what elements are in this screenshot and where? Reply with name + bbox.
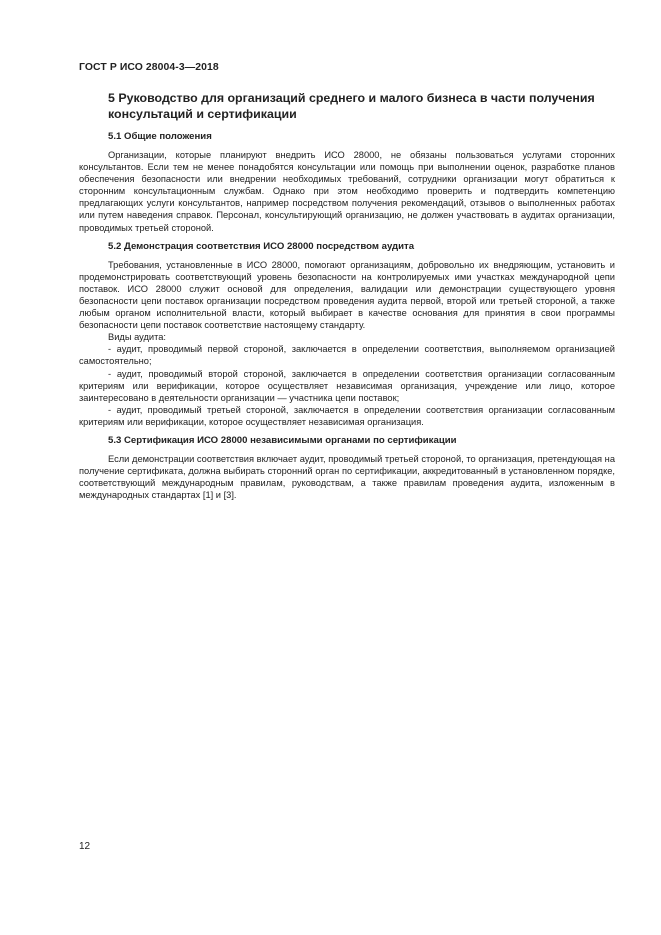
section-5-title: 5 Руководство для организаций среднего и малого бизнеса в части получения консультаций и сертификации bbox=[108, 91, 595, 121]
audit-types-label: Виды аудита: bbox=[108, 332, 167, 343]
page-content bbox=[79, 91, 615, 501]
document-header: ГОСТ Р ИСО 28004-3—2018 bbox=[79, 62, 219, 73]
section-5-3-paragraph: Если демонстрации соответствия включает аудит, проводимый третьей стороной, то организация, претендующая на получение сертификата, должна выбирать сторонний орган по сертификации, аккредитованный в установленном порядке, соответствующий международным правилам, руководствам, а также правилам проведения аудита, изложенным в международных стандартах [1] и [3]. bbox=[79, 453, 615, 501]
first-party-audit-item: - аудит, проводимый первой стороной, заключается в определении соответствия, выполняемом организацией самостоятельно; bbox=[79, 344, 615, 367]
second-party-audit-item: - аудит, проводимый второй стороной, заключается в определении соответствия организации согласованным критериям или верификации, которое осуществляет независимая организация, учреждение или лицо, которое заинтересовано в деятельности организации — участника цепи поставок; bbox=[79, 368, 615, 403]
section-5-2-paragraph: Требования, установленные в ИСО 28000, помогают организациям, добровольно их внедряющим, установить и продемонстрировать соответствующий уровень безопасности на контролируемых ими участках международной цепи поставок. ИСО 28000 служит основой для определения, валидации или демонстрации существующего уровня безопасности цепи поставок организации посредством проведения аудита первой, второй или третьей стороной, а также любым органом исполнительной власти, который выбирает в качестве основания для принятия в свои программы безопасности цепи поставок соответствие настоящему стандарту. bbox=[79, 259, 615, 331]
section-5-2-title: 5.2 Демонстрация соответствия ИСО 28000 посредством аудита bbox=[108, 240, 415, 252]
section-5-3-title: 5.3 Сертификация ИСО 28000 независимыми органами по сертификации bbox=[108, 434, 457, 446]
page-number: 12 bbox=[79, 841, 91, 852]
third-party-audit-item: - аудит, проводимый третьей стороной, заключается в определении соответствия организации согласованным критериям или верификации, которое осуществляет независимая организация. bbox=[79, 404, 615, 427]
section-5-1-title: 5.1 Общие положения bbox=[108, 131, 212, 142]
section-5-1-paragraph: Организации, которые планируют внедрить ИСО 28000, не обязаны пользоваться услугами сторонних консультантов. Если тем не менее понадобятся консультации или помощь при выполнении оценок, разработке планов обеспечения безопасности или внедрении необходимых требований, сотрудники организации могут обратиться к сторонним консультационным службам. Однако при этом необходимо проверить и подтвердить компетенцию предлагающих услуги консультантов, например посредством получения рекомендаций, отзывов о выполненных работах или путем наведения справок. Персонал, консультирующий организацию, не должен участвовать в аудитах организации, проводимых третьей стороной. bbox=[79, 150, 615, 233]
